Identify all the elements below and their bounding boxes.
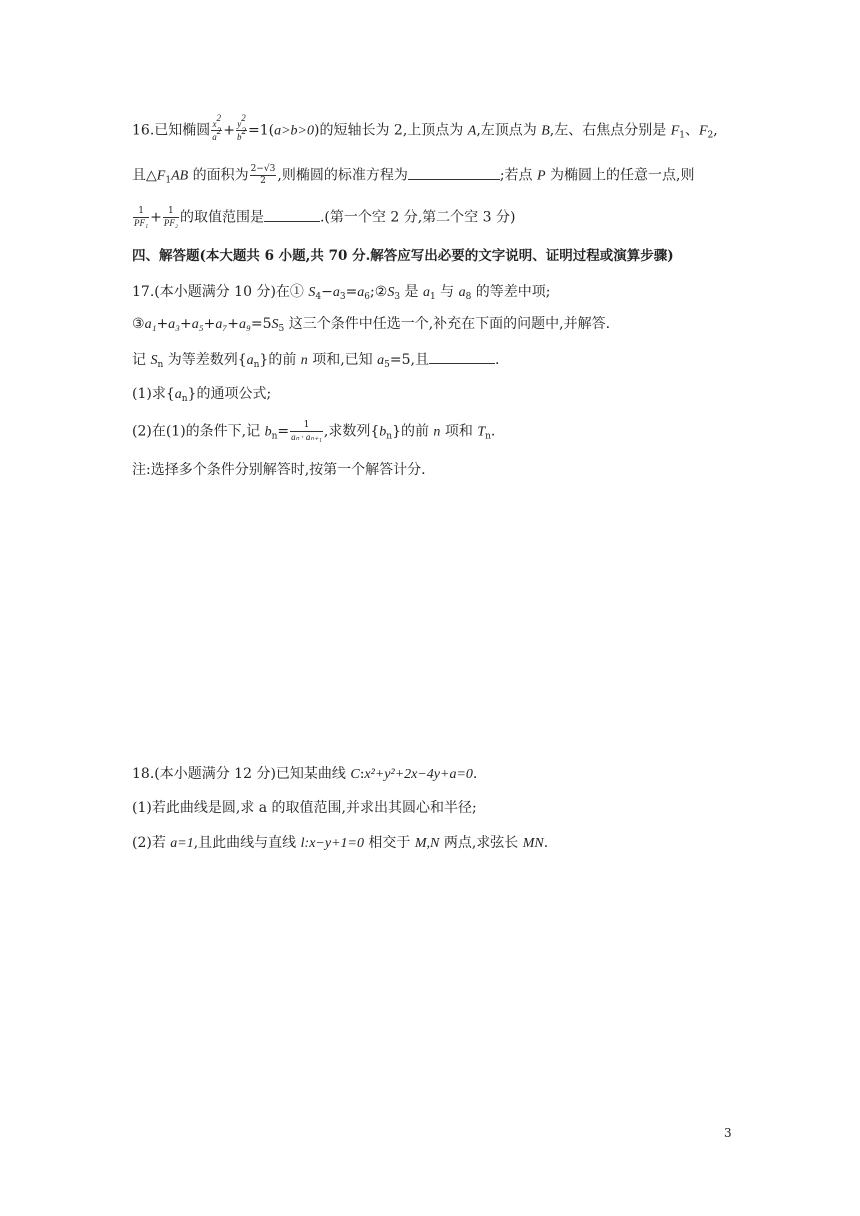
q16-line3: $\frac{1}{\text{PF₁}}$ + $\frac{1}{\text{PF₂}}$ 的取值范围是 .(第一个空 2 分,第二个空 3 分) (134, 206, 516, 228)
condition-blank[interactable] (429, 349, 495, 364)
q17-line2: $③a_1+a_3+a_5+a_7+a_9=5S_5$ 这三个条件中任选一个,补充在下面的问题中,并解答. (132, 316, 611, 334)
q17-line3: 记 $S_n$ 为等差数列$\{a_n\}$的前 n 项和,已知 $a_5=5$,且 . (132, 349, 499, 371)
area-fraction: $\frac{2-√3}{2}$ (250, 164, 276, 186)
bn-fraction: $\frac{1}{\text{aₙ · aₙ₊₁}}$ (291, 420, 322, 442)
answer-blank-1[interactable] (408, 165, 500, 180)
q17-note: 注:选择多个条件分别解答时,按第一个解答计分. (132, 462, 426, 478)
q17-line1: 17.(本小题满分 10 分)在① $S_4-a_3=a_6;②S_3$ 是 $a_1$ 与 $a_8$ 的等差中项; (132, 284, 551, 302)
reciprocal-pf2: $\frac{1}{\text{PF₂}}$ (163, 206, 178, 228)
section-four-heading: 四、解答题(本大题共 6 小题,共 70 分.解答应写出必要的文字说明、证明过程或演算步骤) (132, 248, 674, 264)
ellipse-x-term: $\frac{x^2}{a^2}$ (212, 113, 222, 142)
ellipse-y-term: $\frac{y^2}{b^2}$ (237, 113, 246, 142)
q18-subquestion-1: (1)若此曲线是圆,求 a 的取值范围,并求出其圆心和半径; (132, 800, 477, 816)
q18-line1: 18.(本小题满分 12 分)已知某曲线 C:x²+y²+2x−4y+a=0. (132, 766, 478, 782)
answer-blank-2[interactable] (264, 207, 320, 222)
ellipse-condition: a>b>0 (274, 123, 315, 139)
q16-prefix: 16.已知椭圆 (132, 122, 211, 139)
q16-line1: 16.已知椭圆 $\frac{x^2}{a^2}$ + $\frac{y^2}{b^2}$ =1(a>b>0)的短轴长为 2,上顶点为 A,左顶点为 B,左、右焦点分别是 $F_1$、$F_2$, (132, 113, 718, 142)
reciprocal-pf1: $\frac{1}{\text{PF₁}}$ (134, 206, 149, 228)
curve-equation: x²+y²+2x−4y+a=0 (364, 767, 473, 782)
q18-subquestion-2: (2)若 a=1,且此曲线与直线 l:x−y+1=0 相交于 M,N 两点,求弦长 MN. (132, 835, 549, 851)
page-number: 3 (724, 1126, 732, 1140)
q17-subquestion-1: (1)求$\{a_n\}$的通项公式; (132, 386, 272, 404)
q16-line2: 且$\triangle F_1AB$ 的面积为 $\frac{2-√3}{2}$ ,则椭圆的标准方程为 ;若点 P 为椭圆上的任意一点,则 (132, 164, 695, 186)
q17-subquestion-2: (2)在(1)的条件下,记 $b_n=$ $\frac{1}{\text{aₙ · aₙ₊₁}}$ ,求数列$\{b_n\}$的前 n 项和 $T_n$. (132, 420, 496, 442)
